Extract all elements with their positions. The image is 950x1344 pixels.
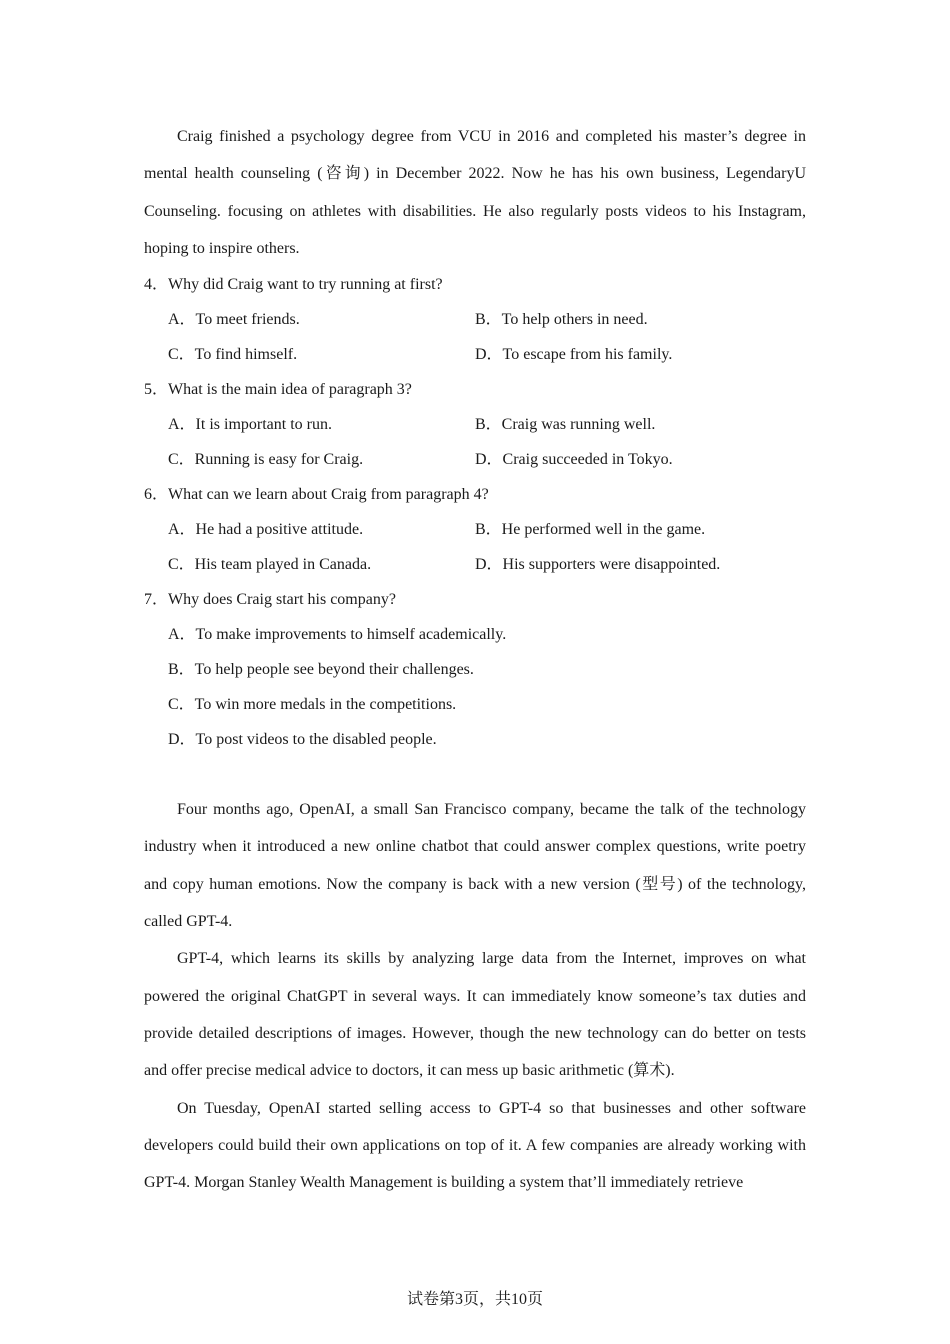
option-d: D．To post videos to the disabled people. xyxy=(168,731,437,749)
option-a: A．To meet friends. xyxy=(168,311,300,329)
passage-paragraph: Four months ago, OpenAI, a small San Francisco company, became the talk of the technology industry when it introduced a new online chatbot that could answer complex questions, write poetry and copy human emotions. Now the company is back with a new version (型号) of the technology, called GPT-4. xyxy=(144,801,806,931)
question-5 xyxy=(144,372,806,477)
option-b: B．He performed well in the game. xyxy=(475,521,706,539)
option-row xyxy=(144,442,806,477)
option-c: C．Running is easy for Craig. xyxy=(168,451,364,469)
question-7 xyxy=(144,582,806,757)
option-a: A．He had a positive attitude. xyxy=(168,521,364,539)
option-d: D．To escape from his family. xyxy=(475,346,673,364)
question-stem: 6．What can we learn about Craig from paragraph 4? xyxy=(144,486,489,504)
option-row xyxy=(144,547,806,582)
page-footer: 试卷第3页，共10页 xyxy=(406,1291,543,1308)
option-row xyxy=(144,302,806,337)
option-c: C．To find himself. xyxy=(168,346,298,364)
question-stem: 5．What is the main idea of paragraph 3? xyxy=(144,381,412,399)
option-d: D．Craig succeeded in Tokyo. xyxy=(475,451,673,469)
passage-paragraph: GPT-4, which learns its skills by analyzing large data from the Internet, improves on what powered the original ChatGPT in several ways. It can immediately know someone’s tax duties and provide detailed descriptions of images. However, though the new technology can do better on tests and offer precise medical advice to doctors, it can mess up basic arithmetic (算术). xyxy=(144,950,806,1080)
passage-paragraph: On Tuesday, OpenAI started selling access to GPT-4 so that businesses and other software developers could build their own applications on top of it. A few companies are already working with GPT-4. Morgan Stanley Wealth Management is building a system that’ll immediately retrieve xyxy=(144,1099,806,1192)
section-gap xyxy=(144,757,806,791)
option-c: C．His team played in Canada. xyxy=(168,556,372,574)
question-stem: 4．Why did Craig want to try running at first? xyxy=(144,276,443,294)
option-d: D．His supporters were disappointed. xyxy=(475,556,721,574)
question-stem: 7．Why does Craig start his company? xyxy=(144,591,396,609)
option-b: B．To help others in need. xyxy=(475,311,648,329)
question-6 xyxy=(144,477,806,582)
option-a: A．To make improvements to himself academically. xyxy=(168,626,507,644)
option-b: B．Craig was running well. xyxy=(475,416,656,434)
option-b: B．To help people see beyond their challenges. xyxy=(168,661,474,679)
passage-paragraph: Craig finished a psychology degree from VCU in 2016 and completed his master’s degree in mental health counseling (咨询) in December 2022. Now he has his own business, LegendaryU Counseling. focusing on athletes with disabilities. He also regularly posts videos to his Instagram, hoping to inspire others. xyxy=(144,128,806,257)
question-4 xyxy=(144,267,806,372)
option-a: A．It is important to run. xyxy=(168,416,332,434)
option-c: C．To win more medals in the competitions. xyxy=(168,696,457,714)
option-row xyxy=(144,512,806,547)
option-row xyxy=(144,337,806,372)
option-row xyxy=(144,407,806,442)
exam-page-content xyxy=(144,118,806,1201)
